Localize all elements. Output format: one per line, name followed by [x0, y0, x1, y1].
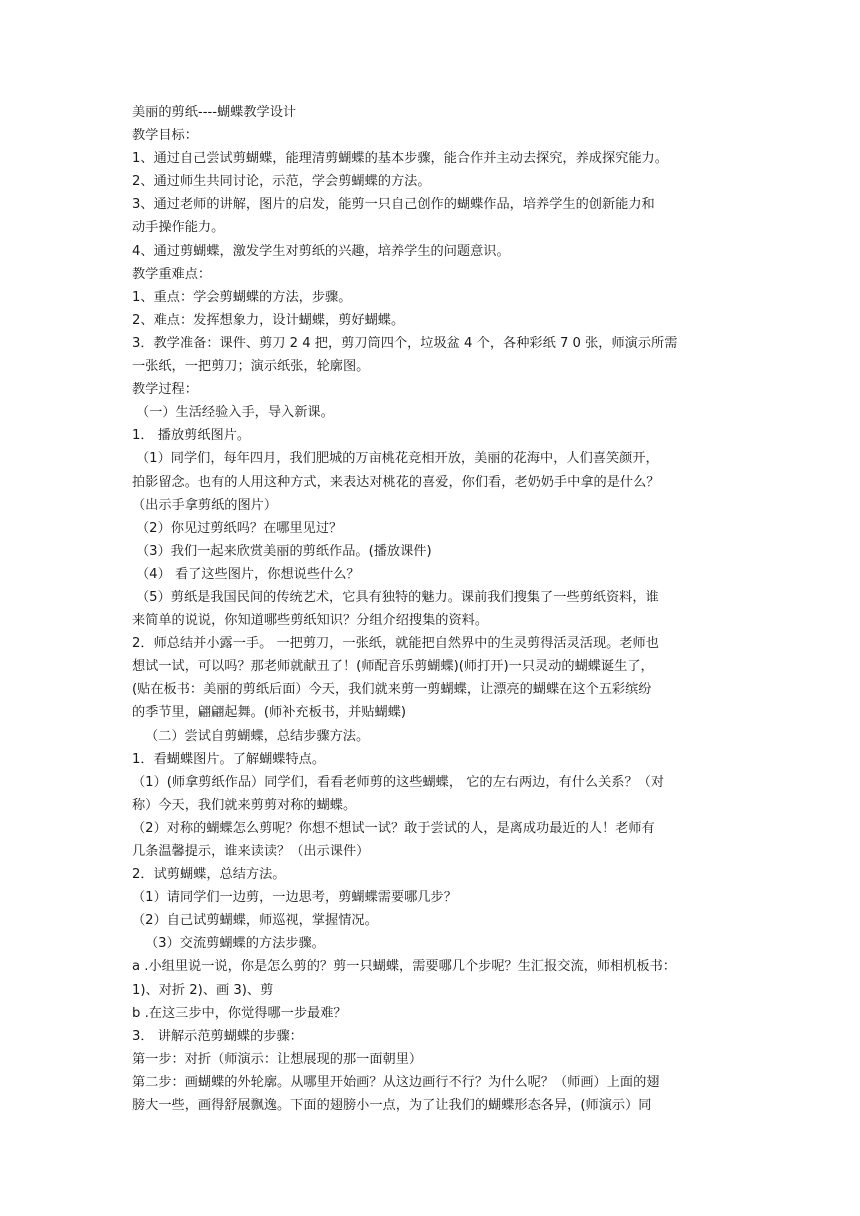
paragraph-line: （3）交流剪蝴蝶的方法步骤。 — [145, 936, 325, 952]
paragraph-line: 3．教学准备：课件、剪刀 2 4 把，剪刀筒四个，垃圾盆 4 个，各种彩纸 7 0 张，师演示所需 — [132, 335, 678, 351]
paragraph-line: 几条温馨提示，谁来读读？（出示课件） — [132, 844, 370, 859]
paragraph-line: 来简单的说说，你知道哪些剪纸知识？分组介绍搜集的资料。 — [132, 613, 489, 629]
paragraph-line: （2）你见过剪纸吗？在哪里见过？ — [136, 520, 343, 536]
paragraph-line: （4） 看了这些图片，你想说些什么？ — [136, 566, 360, 582]
paragraph-line: 2．试剪蝴蝶，总结方法。 — [132, 867, 286, 883]
section-heading-key-points: 教学重难点： — [132, 266, 212, 282]
paragraph-line: （出示手拿剪纸的图片） — [132, 497, 278, 513]
paragraph-line: b .在这三步中，你觉得哪一步最难？ — [132, 1005, 347, 1021]
paragraph-line: （1）同学们，每年四月，我们肥城的万亩桃花竞相开放，美丽的花海中，人们喜笑颜开， — [136, 451, 659, 467]
paragraph-line: a .小组里说一说，你是怎么剪的？剪一只蝴蝶，需要哪几个步呢？生汇报交流，师相机板书： — [132, 959, 676, 975]
paragraph-line: 想试一试，可以吗？那老师就献丑了！(师配音乐剪蝴蝶)(师打开)一只灵动的蝴蝶诞生了， — [132, 659, 654, 675]
paragraph-line: 2．师总结并小露一手。 一把剪刀，一张纸，就能把自然界中的生灵剪得活灵活现。老师也 — [132, 636, 659, 652]
paragraph-line: （2）对称的蝴蝶怎么剪呢？你想不想试一试？敢于尝试的人，是离成功最近的人！老师有 — [132, 820, 655, 836]
paragraph-line: (贴在板书：美丽的剪纸后面）今天，我们就来剪一剪蝴蝶，让漂亮的蝴蝶在这个五彩缤纷 — [132, 682, 652, 698]
paragraph-line: 一张纸，一把剪刀；演示纸张，轮廓图。 — [132, 359, 370, 375]
section-heading-objectives: 教学目标： — [132, 128, 198, 144]
paragraph-line: 2、通过师生共同讨论，示范，学会剪蝴蝶的方法。 — [132, 174, 431, 190]
paragraph-line: （3）我们一起来欣赏美丽的剪纸作品。(播放课件) — [136, 543, 432, 559]
document-body — [132, 101, 732, 1117]
paragraph-line: 3． 讲解示范剪蝴蝶的步骤： — [132, 1028, 303, 1044]
document-title: 美丽的剪纸----蝴蝶教学设计 — [132, 105, 297, 120]
paragraph-line: 1． 播放剪纸图片。 — [132, 428, 251, 444]
paragraph-line: 膀大一些，画得舒展飘逸。下面的翅膀小一点，为了让我们的蝴蝶形态各异，(师演示）同 — [132, 1098, 652, 1114]
paragraph-line: 2、难点：发挥想象力，设计蝴蝶，剪好蝴蝶。 — [132, 312, 405, 328]
paragraph-line: 1、重点：学会剪蝴蝶的方法，步骤。 — [132, 289, 352, 305]
paragraph-line: 1．看蝴蝶图片。了解蝴蝶特点。 — [132, 751, 326, 767]
paragraph-line: （1）请同学们一边剪，一边思考，剪蝴蝶需要哪几步？ — [132, 890, 457, 906]
paragraph-line: 3、通过老师的讲解，图片的启发，能剪一只自己创作的蝴蝶作品，培养学生的创新能力和 — [132, 197, 655, 213]
section-heading-process: 教学过程： — [132, 382, 198, 398]
paragraph-line: 1)、对折 2)、画 3)、剪 — [132, 982, 274, 998]
paragraph-line: （2）自己试剪蝴蝶，师巡视，掌握情况。 — [132, 913, 378, 929]
paragraph-line: 第二步：画蝴蝶的外轮廓。从哪里开始画？从这边画行不行？为什么呢？（师画）上面的翅 — [132, 1074, 660, 1090]
paragraph-line: 动手操作能力。 — [132, 220, 225, 236]
paragraph-line: 4、通过剪蝴蝶，激发学生对剪纸的兴趣，培养学生的问题意识。 — [132, 243, 510, 259]
subsection-heading: （一）生活经验入手，导入新课。 — [136, 405, 334, 421]
paragraph-line: 称）今天，我们就来剪剪对称的蝴蝶。 — [132, 797, 357, 813]
paragraph-line: 第一步：对折（师演示：让想展现的那一面朝里） — [132, 1051, 423, 1067]
paragraph-line: 的季节里，翩翩起舞。(师补充板书，并贴蝴蝶) — [132, 705, 407, 721]
paragraph-line: 1、通过自己尝试剪蝴蝶，能理清剪蝴蝶的基本步骤，能合作并主动去探究，养成探究能力。 — [132, 151, 668, 167]
paragraph-line: （1）(师拿剪纸作品）同学们，看看老师剪的这些蝴蝶， 它的左右两边，有什么关系？（对 — [132, 774, 665, 790]
subsection-heading: （二）尝试自剪蝴蝶，总结步骤方法。 — [145, 728, 370, 744]
paragraph-line: 拍影留念。也有的人用这种方式，来表达对桃花的喜爱，你们看，老奶奶手中拿的是什么？ — [132, 474, 660, 490]
paragraph-line: （5）剪纸是我国民间的传统艺术，它具有独特的魅力。课前我们搜集了一些剪纸资料，谁 — [136, 589, 659, 605]
